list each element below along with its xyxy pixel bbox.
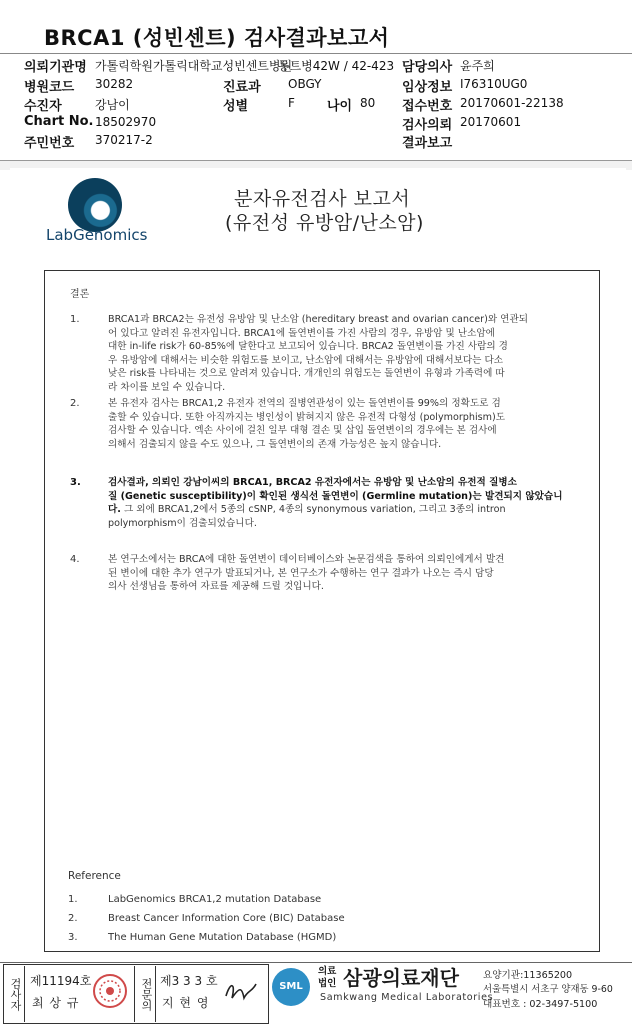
doctor-value: 윤주희 (460, 59, 495, 73)
agency-code: 요양기관:11365200 (483, 970, 573, 981)
hospital-code-label: 병원코드 (24, 80, 75, 95)
header-bottom-line (0, 160, 632, 161)
sex-value: F (288, 96, 295, 110)
specialist-label: 전문의 (134, 966, 156, 1022)
conclusion-item-2 (108, 397, 588, 451)
receipt-value: 20170601-22138 (460, 96, 564, 110)
request-label: 검사의뢰 (402, 118, 453, 133)
conclusion-item-3 (108, 476, 598, 530)
logo-text: LabGenomics (46, 226, 148, 244)
seal-stamp-icon (92, 973, 128, 1009)
result-detail: 그 외에 BRCA1,2에서 5종의 cSNP, 4종의 synonymous variation, 그리고 3종의 intron (120, 504, 506, 516)
title-divider (0, 53, 632, 54)
patient-value: 강남이 (95, 98, 130, 112)
reference-item: 1. LabGenomics BRCA1,2 mutation Database (68, 894, 322, 905)
specialist-name: 지 현 영 (162, 996, 210, 1010)
item-line: 의해서 검출되지 않을 수도 있으나, 그 돌연변이의 존재 가능성은 높지 않습니다. (108, 438, 442, 450)
specialist-license: 제3 3 3 호 (160, 974, 218, 988)
item-number: 3. (70, 477, 81, 488)
reference-label: Reference (68, 870, 121, 882)
reference-list (68, 890, 588, 947)
item-number: 4. (70, 554, 80, 565)
institution-label: 의뢰기관명 (24, 60, 87, 75)
conclusion-item-4 (108, 553, 588, 594)
patient-label: 수진자 (24, 99, 62, 114)
report-subtitle: (유전성 유방암/난소암) (225, 212, 424, 234)
phone: 대표번호 : 02-3497-5100 (483, 999, 598, 1010)
dept-value: OBGY (288, 77, 322, 91)
tester-license: 제11194호 (30, 974, 92, 988)
item-line: 검사할 수 있습니다. 엑손 사이에 걸친 일부 대형 결손 및 삽입 돌연변이의 경우에는 본 검사에 (108, 425, 497, 437)
item-number: 2. (70, 398, 80, 409)
item-line: 대한 in-life risk가 60-85%에 달한다고 보고되어 있습니다. BRCA2 돌연변이를 가진 사람의 경 (108, 341, 508, 353)
result-detail-line: polymorphism이 검출되었습니다. (108, 517, 257, 529)
institution-value: 가톨릭학원가톨릭대학교성빈센트병원 (95, 59, 293, 73)
conclusion-label: 결론 (70, 289, 90, 300)
chart-label: Chart No. (24, 114, 94, 129)
sex-label: 성별 (223, 99, 249, 114)
sml-logo-icon: SML (272, 968, 310, 1006)
report-title: 분자유전검사 보고서 (234, 188, 411, 210)
result-line: 검사결과, 의뢰인 강남이씨의 BRCA1, BRCA2 유전자에서는 유방암 및 난소암의 유전적 질병소 (108, 477, 517, 488)
receipt-label: 접수번호 (402, 99, 453, 114)
item-line: 본 유전자 검사는 BRCA1,2 유전자 전역의 질병연관성이 있는 돌연변이를 99%의 정확도로 검 (108, 398, 501, 409)
reference-item: 2. Breast Cancer Information Core (BIC) Database (68, 913, 345, 924)
item-line: 라 차이를 보일 수 있습니다. (108, 381, 226, 393)
id-label: 주민번호 (24, 136, 75, 151)
foundation-prefix: 의료법인 (318, 966, 337, 989)
result-line: 질 (Genetic susceptibility)이 확인된 생식선 돌연변이 (Germline mutation)는 발견되지 않았습니 (108, 490, 563, 502)
result-line-end: 다. (108, 504, 121, 516)
age-label: 나이 (327, 99, 353, 114)
clinical-value: I76310UG0 (460, 77, 528, 91)
dept-label: 진료과 (223, 80, 261, 95)
tester-name: 최 상 규 (32, 996, 80, 1010)
chart-value: 18502970 (95, 115, 157, 129)
item-line: 우 유방암에 대해서는 비슷한 위험도를 보이고, 난소암에 대해서는 유방암에 대해서보다는 다소 (108, 354, 503, 366)
item-line: 낮은 risk를 나타내는 것으로 알려져 있습니다. 개개인의 위험도는 돌연변이 유형과 가족력에 따 (108, 368, 505, 380)
item-line: 된 변이에 대한 추가 연구가 발표되거나, 본 연구소가 수행하는 연구 결과가 나오는 즉시 담당 (108, 567, 494, 579)
item-line: BRCA1과 BRCA2는 유전성 유방암 및 난소암 (hereditary breast and ovarian cancer)와 연관되 (108, 314, 528, 325)
labgenomics-logo-icon (68, 178, 122, 232)
conclusion-item-1 (108, 313, 588, 395)
item-line: 의사 선생님을 통하여 자료를 제공해 드릴 것입니다. (108, 581, 324, 593)
age-value: 80 (360, 96, 376, 110)
request-value: 20170601 (460, 115, 522, 129)
id-value: 370217-2 (95, 133, 153, 147)
address: 서울특별시 서초구 양재동 9-60 (483, 984, 613, 995)
ward-value: 동트병42W / 42-423 (278, 59, 395, 73)
foundation-en: Samkwang Medical Laboratories (320, 992, 494, 1003)
result-label: 결과보고 (402, 136, 453, 151)
signature-icon (222, 976, 260, 1006)
reference-item: 3. The Human Gene Mutation Database (HGMD) (68, 932, 337, 943)
clinical-label: 임상정보 (402, 80, 453, 95)
item-line: 본 연구소에서는 BRCA에 대한 돌연변이 데이터베이스와 논문검색을 통하여 의뢰인에게서 발견 (108, 554, 505, 565)
foundation-name: 삼광의료재단 (343, 966, 459, 990)
item-line: 어 있다고 알려진 유전자입니다. BRCA1에 돌연변이를 가진 사람의 경우, 유방암 및 난소암에 (108, 327, 495, 339)
doctor-label: 담당의사 (402, 60, 453, 75)
document-title: BRCA1 (성빈센트) 검사결과보고서 (44, 26, 390, 50)
item-line: 출할 수 있습니다. 또한 아직까지는 병인성이 밝혀지지 않은 유전적 다형성 (polymorphism)도 (108, 411, 505, 423)
hospital-code-value: 30282 (95, 77, 134, 91)
item-number: 1. (70, 314, 80, 325)
tester-label: 검사자 (4, 966, 25, 1022)
